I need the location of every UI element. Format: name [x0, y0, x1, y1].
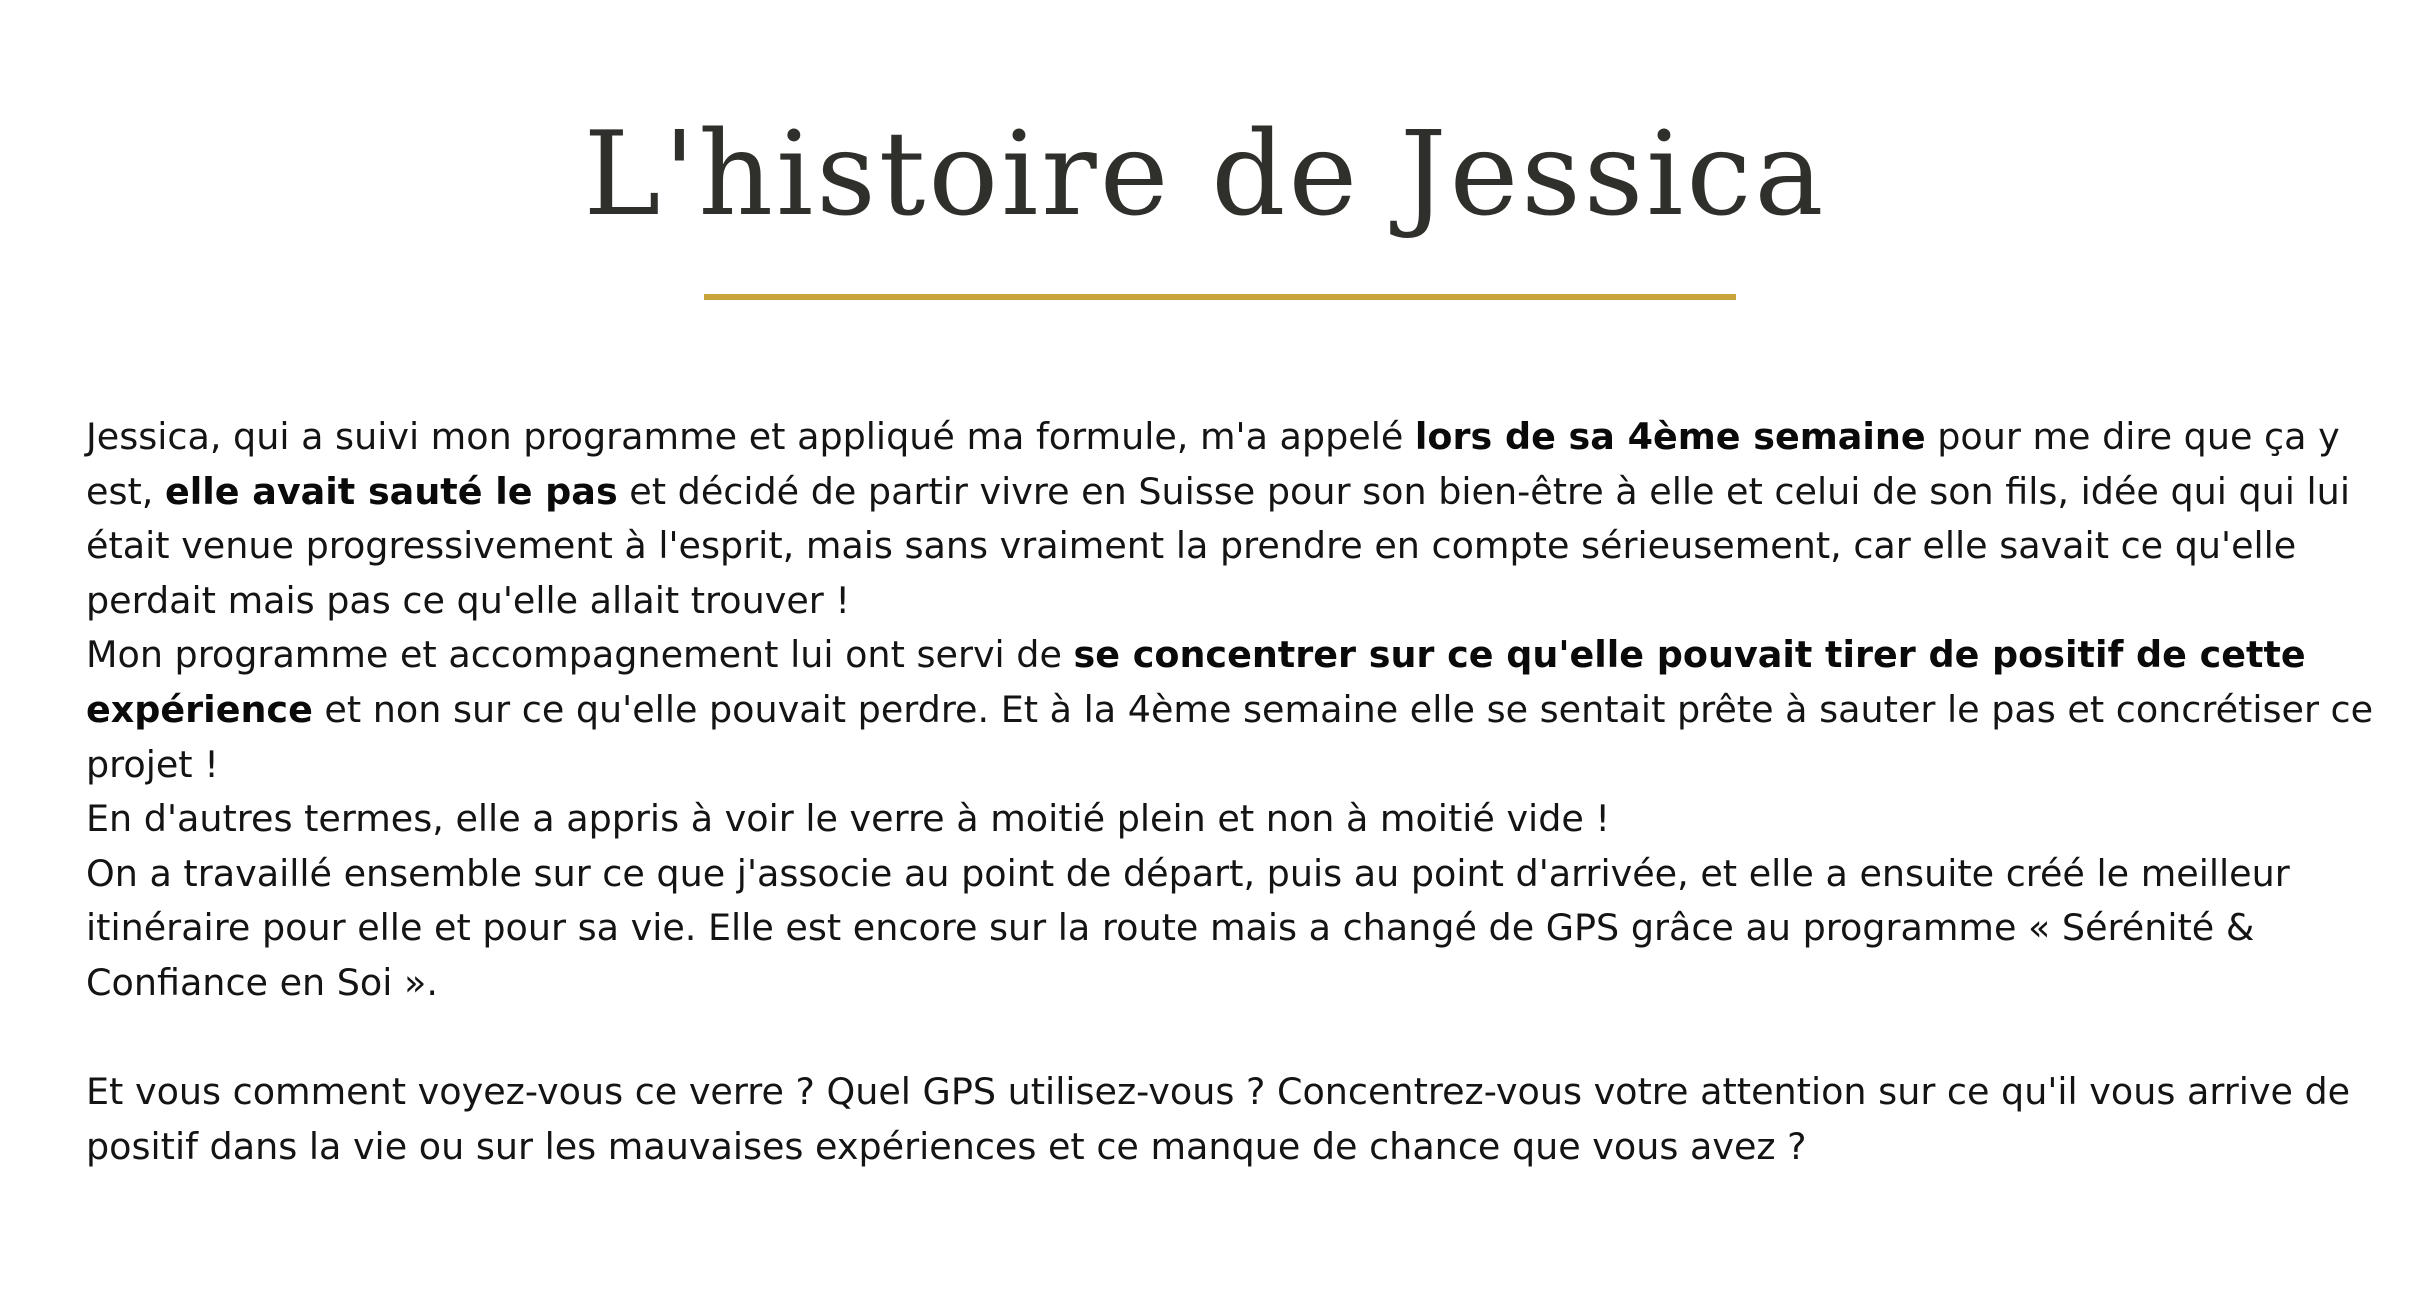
page-title: L'histoire de Jessica	[583, 107, 1827, 242]
text-segment: et non sur ce qu'elle pouvait perdre. Et à la 4ème semaine elle se sentait prête à sauter le pas et concrétiser ce projet !	[86, 687, 2374, 786]
paragraph-spacer	[86, 1011, 2376, 1066]
text-segment: Et vous comment voyez-vous ce verre ? Quel GPS utilisez-vous ? Concentrez-vous votre attention sur ce qu'il vous arrive de positif dans la vie ou sur les mauvaises expériences et ce manque de chance que vous avez ?	[86, 1070, 2351, 1168]
text-segment: Jessica, qui a suivi mon programme et appliqué ma formule, m'a appelé	[86, 415, 1415, 458]
story-paragraph-4	[86, 847, 2376, 1011]
bold-highlight: lors de sa 4ème semaine	[1414, 415, 1926, 458]
bold-highlight: elle avait sauté le pas	[165, 469, 618, 513]
story-paragraph-1	[86, 410, 2376, 628]
text-segment: et décidé de partir vivre en Suisse pour son bien-être à elle et celui de son fils, idée qui qui lui était venue progressivement à l'esprit, mais sans vraiment la prendre en compte sérieusement, car elle savait ce qu'elle perdait mais pas ce qu'elle allait trouver !	[86, 469, 2350, 622]
story-paragraph-3	[86, 792, 2376, 847]
text-segment: On a travaillé ensemble sur ce que j'associe au point de départ, puis au point d'arrivée, et elle a ensuite créé le meilleur itinéraire pour elle et pour sa vie. Elle est encore sur la route mais a changé de GPS grâce au programme « Sérénité & Confiance en Soi ».	[86, 851, 2290, 1004]
text-segment: pour me dire que ça y est,	[86, 415, 2340, 513]
bold-highlight: se concentrer sur ce qu'elle pouvait tirer de positif de cette expérience	[86, 633, 2306, 731]
title-underline	[704, 294, 1736, 300]
story-question-paragraph	[86, 1065, 2376, 1174]
story-paragraph-2	[86, 628, 2376, 792]
story-body	[86, 410, 2376, 1174]
text-segment: En d'autres termes, elle a appris à voir le verre à moitié plein et non à moitié vide !	[86, 797, 1611, 841]
text-segment: Mon programme et accompagnement lui ont servi de	[86, 633, 1074, 677]
